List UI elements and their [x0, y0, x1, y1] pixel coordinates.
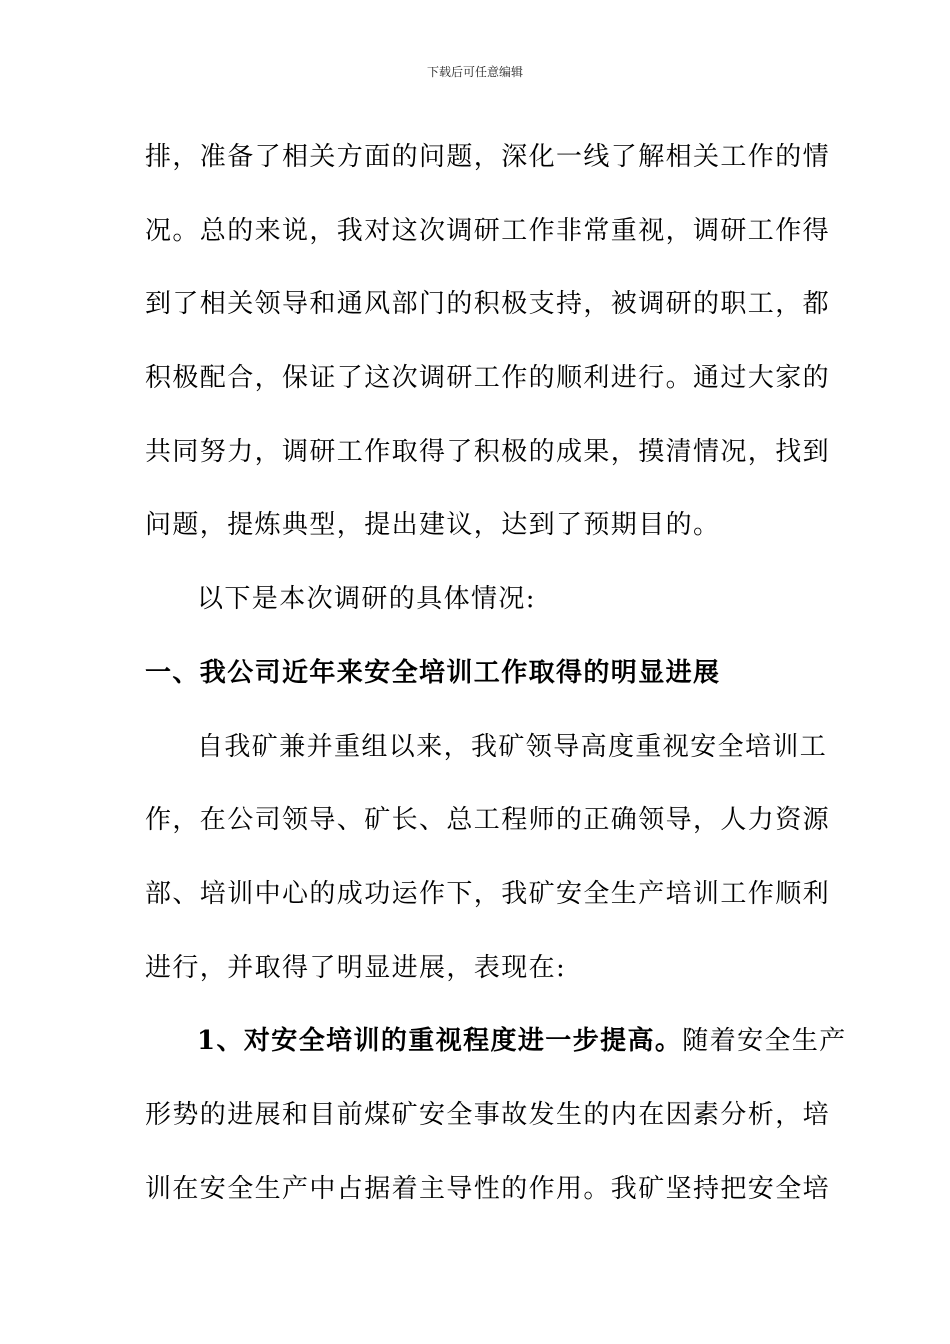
paragraph-line: 部、培训中心的成功运作下，我矿安全生产培训工作顺利: [145, 878, 831, 909]
paragraph-line: 作，在公司领导、矿长、总工程师的正确领导，人力资源: [145, 805, 831, 836]
section-heading: 一、我公司近年来安全培训工作取得的明显进展: [145, 657, 721, 688]
paragraph-line: 排，准备了相关方面的问题，深化一线了解相关工作的情: [145, 142, 831, 172]
paragraph-line: 自我矿兼并重组以来，我矿领导高度重视安全培训工: [197, 731, 828, 762]
paragraph-line: 训在安全生产中占据着主导性的作用。我矿坚持把安全培: [145, 1173, 831, 1204]
paragraph-line: 形势的进展和目前煤矿安全事故发生的内在因素分析，培: [145, 1099, 831, 1130]
paragraph-line: 以下是本次调研的具体情况:: [197, 584, 536, 615]
document-body: [145, 121, 847, 1226]
paragraph-line: [145, 1005, 847, 1079]
paragraph-line: 共同努力，调研工作取得了积极的成果，摸清情况，找到: [145, 436, 831, 467]
subsection-lead: 1、对安全培训的重视程度进一步提高。: [197, 1026, 683, 1057]
paragraph-line: 进行，并取得了明显进展，表现在:: [145, 952, 567, 983]
paragraph-text: 随着安全生产: [682, 1026, 847, 1057]
page-header: 下载后可任意编辑: [426, 65, 523, 79]
paragraph-line: 问题，提炼典型，提出建议，达到了预期目的。: [145, 510, 721, 541]
paragraph-line: 况。总的来说，我对这次调研工作非常重视，调研工作得: [145, 215, 831, 246]
paragraph-line: 积极配合，保证了这次调研工作的顺利进行。通过大家的: [145, 363, 831, 394]
paragraph-line: 到了相关领导和通风部门的积极支持，被调研的职工，都: [145, 289, 831, 320]
